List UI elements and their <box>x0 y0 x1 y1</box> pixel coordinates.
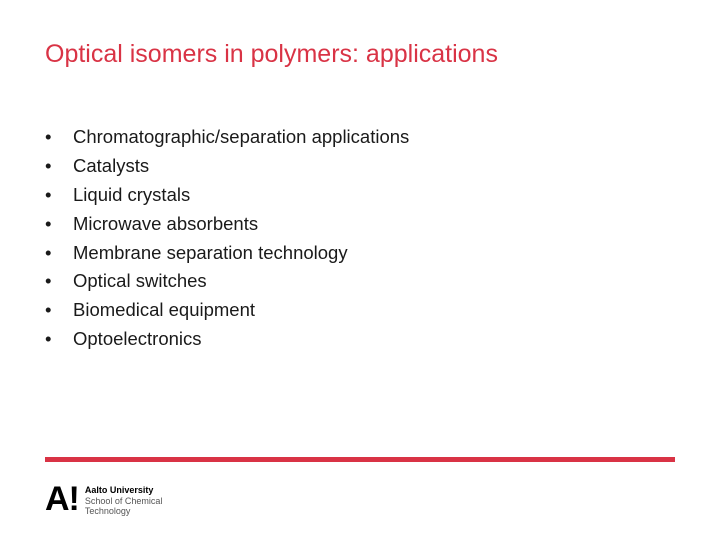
bullet-text: Optoelectronics <box>73 327 202 349</box>
bullet-icon: • <box>45 155 52 177</box>
bullet-icon: • <box>45 327 52 349</box>
bullet-text: Liquid crystals <box>73 183 191 205</box>
bullet-icon: • <box>45 212 52 234</box>
bullet-text: Catalysts <box>73 155 150 177</box>
bullet-list <box>45 123 409 353</box>
school-name-line1: School of Chemical <box>84 495 163 506</box>
university-logo <box>45 482 162 517</box>
list-item <box>45 238 409 267</box>
bullet-text: Optical switches <box>73 270 207 292</box>
list-item <box>45 152 409 181</box>
slide-title: Optical isomers in polymers: applications <box>45 40 498 68</box>
school-name-line2: Technology <box>84 506 131 516</box>
list-item <box>45 325 409 354</box>
footer-divider <box>45 457 675 462</box>
list-item <box>45 267 409 296</box>
bullet-icon: • <box>45 299 52 321</box>
bullet-icon: • <box>45 126 52 148</box>
bullet-icon: • <box>45 183 52 205</box>
bullet-text: Chromatographic/separation applications <box>73 126 410 148</box>
bullet-text: Microwave absorbents <box>73 212 259 234</box>
list-item <box>45 209 409 238</box>
list-item <box>45 123 409 152</box>
bullet-text: Biomedical equipment <box>73 299 256 321</box>
bullet-text: Membrane separation technology <box>73 241 348 263</box>
list-item <box>45 296 409 325</box>
bullet-icon: • <box>45 241 52 263</box>
university-name: Aalto University <box>84 485 154 495</box>
list-item <box>45 181 409 210</box>
logo-text <box>85 485 163 517</box>
bullet-icon: • <box>45 270 52 292</box>
logo-mark-icon: A! <box>45 480 79 518</box>
